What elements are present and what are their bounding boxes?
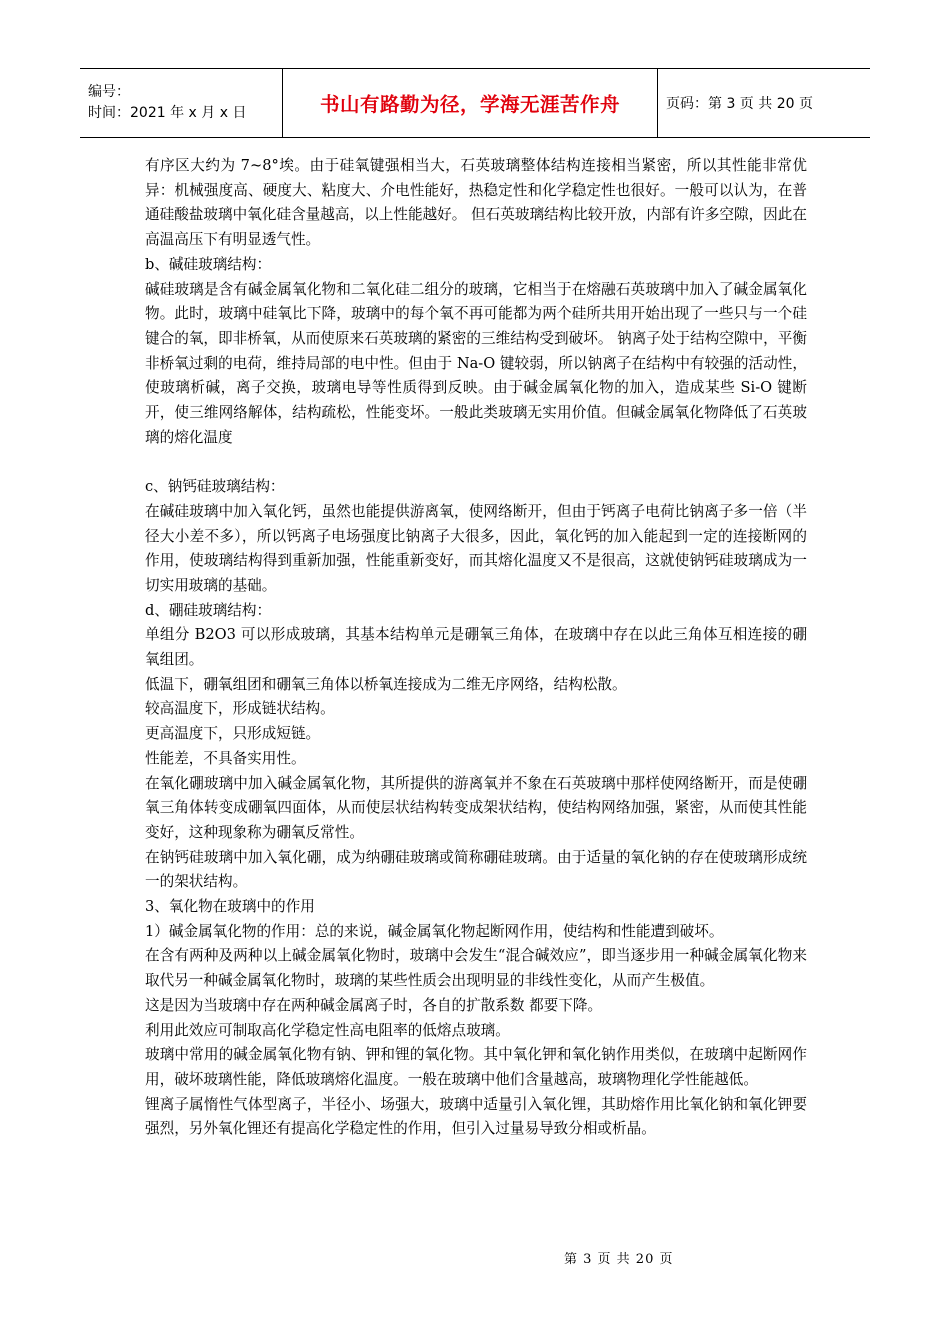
- page-footer: [564, 1248, 673, 1267]
- paragraph: 低温下，硼氧组团和硼氧三角体以桥氧连接成为二维无序网络，结构松散。: [145, 675, 627, 693]
- section-heading-d: d、硼硅玻璃结构：: [145, 601, 272, 619]
- paragraph: 1）碱金属氧化物的作用：总的来说，碱金属氧化物起断网作用，使结构和性能遭到破坏。: [145, 922, 724, 940]
- section-heading-c: c、钠钙硅玻璃结构：: [145, 478, 285, 496]
- paragraph: 玻璃中常用的碱金属氧化物有钠、钾和锂的氧化物。其中氧化钾和氧化钠作用类似，在玻璃中起断网作用，破坏玻璃性能，降低玻璃熔化温度。一般在玻璃中他们含量越高，玻璃物理化学性能越低。: [145, 1046, 807, 1088]
- header-meta-cell: [80, 69, 282, 137]
- document-number-label: 编号：: [88, 84, 130, 100]
- paragraph: 利用此效应可制取高化学稳定性高电阻率的低熔点玻璃。: [145, 1021, 510, 1039]
- page-header: [80, 68, 870, 138]
- paragraph: 碱硅玻璃是含有碱金属氧化物和二氧化硅二组分的玻璃，它相当于在熔融石英玻璃中加入了碱金属氧化物。此时，玻璃中硅氧比下降，玻璃中的每个氧不再可能都为两个硅所共用开始出现了一些只与一个硅键合的氧，即非桥氧，从而使原来石英玻璃的紧密的三维结构受到破坏。 钠离子处于结构空隙中，平衡非桥氧过剩的电荷，维持局部的电中性。但由于 Na-O 键较弱，所以钠离子在结构中有较强的活动性，使玻璃析碱，离子交换，玻璃电导等性质得到反映。由于碱金属氧化物的加入，造成某些 Si-O 键断开，使三维网络解体，结构疏松，性能变坏。一般此类玻璃无实用价值。但碱金属氧化物降低了石英玻璃的熔化温度: [145, 280, 807, 446]
- header-page-cell: [658, 69, 870, 137]
- document-body: [145, 154, 807, 1142]
- section-heading-3: 3、氧化物在玻璃中的作用: [145, 898, 315, 916]
- paragraph: 这是因为当玻璃中存在两种碱金属离子时，各自的扩散系数 都要下降。: [145, 996, 603, 1014]
- paragraph: 在碱硅玻璃中加入氧化钙，虽然也能提供游离氧，使网络断开，但由于钙离子电荷比钠离子多一倍（半径大小差不多），所以钙离子电场强度比钠离子大很多，因此，氧化钙的加入能起到一定的连接断网的作用，使玻璃结构得到重新加强，性能重新变好，而其熔化温度又不是很高，这就使钠钙硅玻璃成为一切实用玻璃的基础。: [145, 502, 807, 594]
- paragraph: 在钠钙硅玻璃中加入氧化硼，成为纳硼硅玻璃或简称硼硅玻璃。由于适量的氧化钠的存在使玻璃形成统一的架状结构。: [145, 848, 807, 891]
- paragraph: 在氧化硼玻璃中加入碱金属氧化物，其所提供的游离氧并不象在石英玻璃中那样使网络断开，而是使硼氧三角体转变成硼氧四面体，从而使层状结构转变成架状结构，使结构网络加强，紧密，从而使其性能变好，这种现象称为硼氧反常性。: [145, 774, 807, 841]
- paragraph: 在含有两种及两种以上碱金属氧化物时，玻璃中会发生“混合碱效应”，即当逐步用一种碱金属氧化物来取代另一种碱金属氧化物时，玻璃的某些性质会出现明显的非线性变化，从而产生极值。: [145, 947, 807, 990]
- paragraph: 性能差，不具备实用性。: [145, 749, 306, 767]
- paragraph: 单组分 B2O3 可以形成玻璃，其基本结构单元是硼氧三角体，在玻璃中存在以此三角体互相连接的硼氧组团。: [145, 626, 807, 669]
- blank-line: [145, 450, 807, 475]
- paragraph: 更高温度下，只形成短链。: [145, 725, 321, 743]
- header-motto-cell: [282, 69, 658, 137]
- header-page-number: 页码：第 3 页 共 20 页: [666, 96, 813, 112]
- document-date-label: 时间：2021 年 x 月 x 日: [88, 105, 247, 121]
- section-heading-b: b、碱硅玻璃结构：: [145, 255, 272, 273]
- paragraph: 锂离子属惰性气体型离子，半径小、场强大，玻璃中适量引入氧化锂，其助熔作用比氧化钠和氧化钾要强烈，另外氧化锂还有提高化学稳定性的作用，但引入过量易导致分相或析晶。: [145, 1095, 807, 1138]
- footer-page-number: 第 3 页 共 20 页: [564, 1252, 674, 1267]
- paragraph: 较高温度下，形成链状结构。: [145, 700, 335, 718]
- header-motto: 书山有路勤为径，学海无涯苦作舟: [319, 93, 620, 116]
- paragraph: 有序区大约为 7~8°埃。由于硅氧键强相当大，石英玻璃整体结构连接相当紧密，所以其性能非常优异：机械强度高、硬度大、粘度大、介电性能好，热稳定性和化学稳定性也很好。一般可以认为，在普通硅酸盐玻璃中氧化硅含量越高，以上性能越好。 但石英玻璃结构比较开放，内部有许多空隙，因此在高温高压下有明显透气性。: [145, 157, 807, 249]
